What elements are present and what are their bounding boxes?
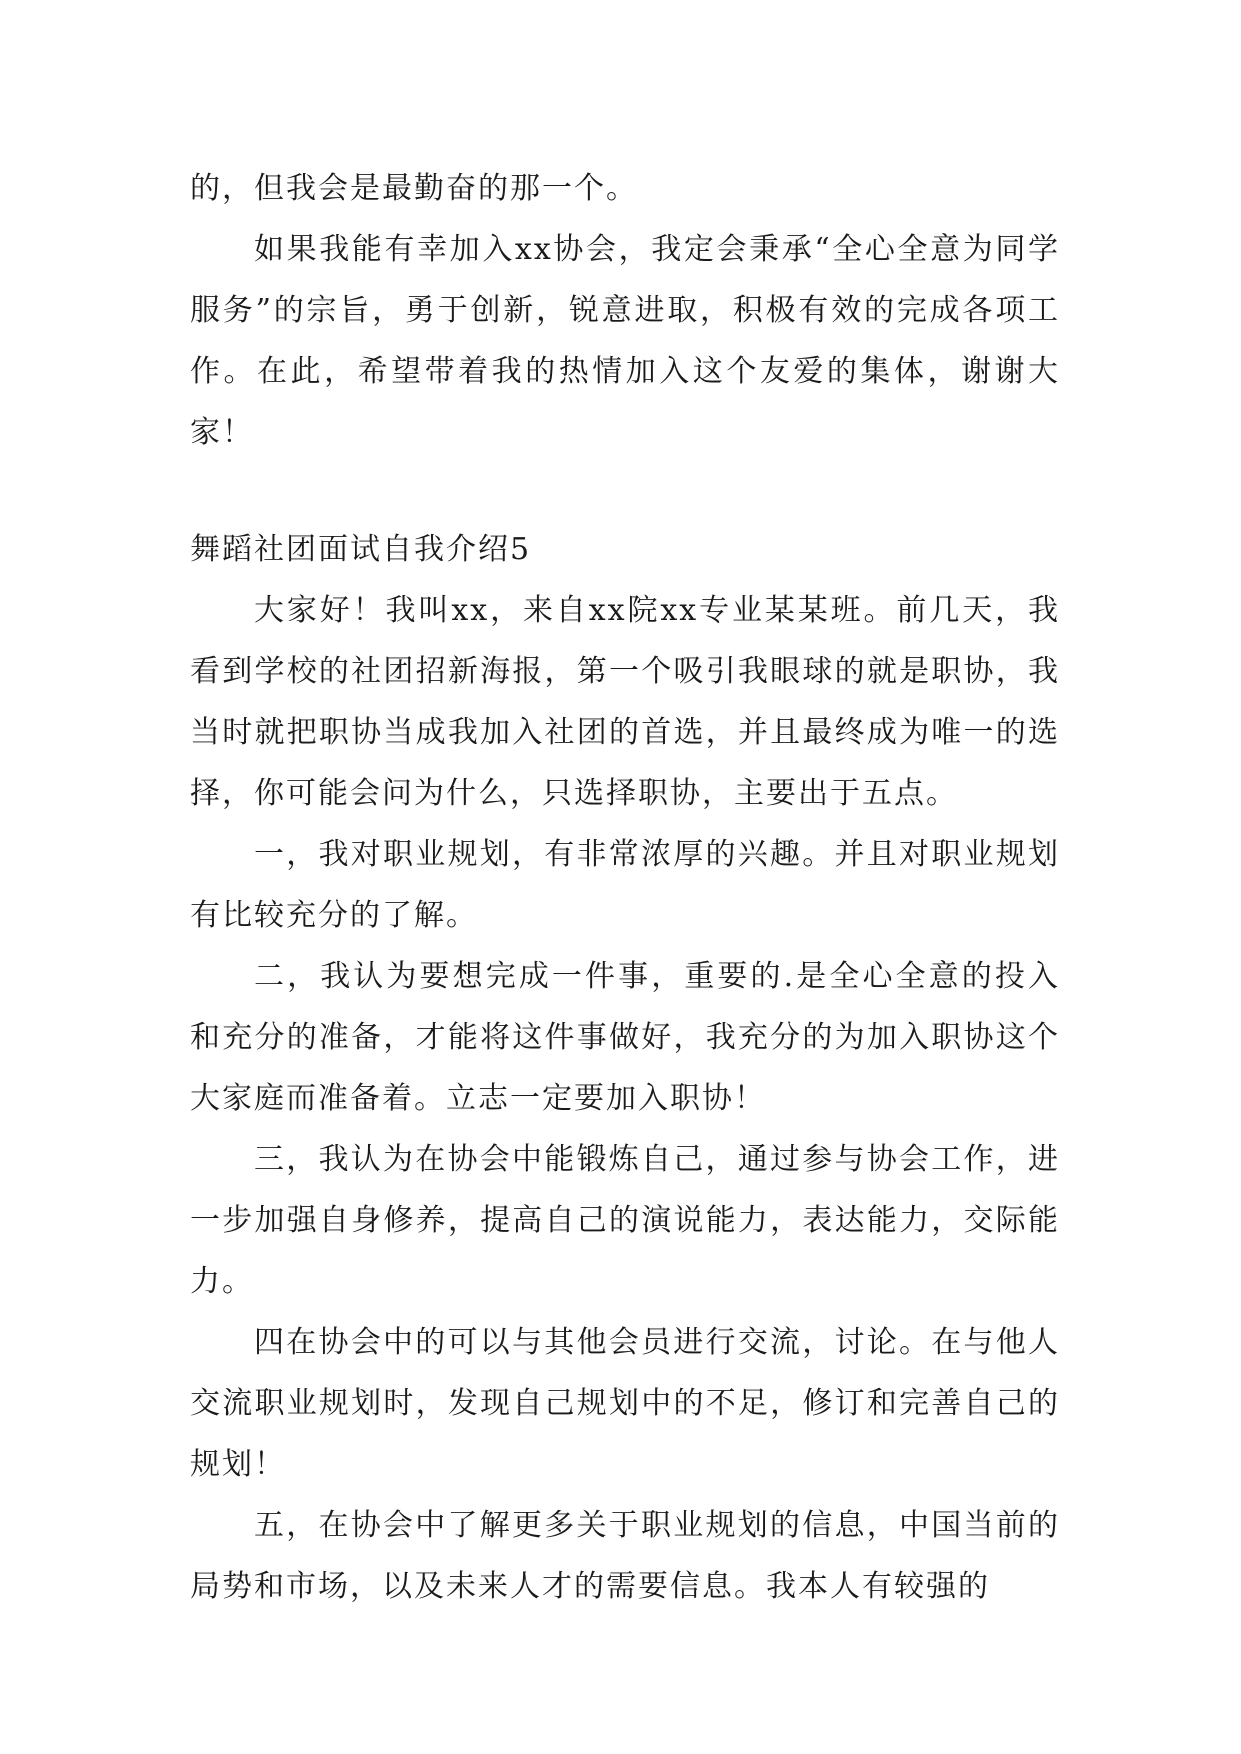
paragraph-continuation: 的，但我会是最勤奋的那一个。 [190, 171, 638, 206]
paragraph-point-2: 二，我认为要想完成一件事，重要的.是全心全意的投入和充分的准备，才能将这件事做好，我充分的为加入职协这个大家庭而准备着。立志一定要加入职协！ [190, 959, 1060, 1116]
paragraph-point-1: 一，我对职业规划，有非常浓厚的兴趣。并且对职业规划有比较充分的了解。 [190, 837, 1060, 933]
paragraph-intro: 大家好！我叫xx，来自xx院xx专业某某班。前几天，我看到学校的社团招新海报，第一个吸引我眼球的就是职协，我当时就把职协当成我加入社团的首选，并且最终成为唯一的选择，你可能会问为什么，只选择职协，主要出于五点。 [190, 593, 1060, 811]
paragraph-closing: 如果我能有幸加入xx协会，我定会秉承“全心全意为同学服务”的宗旨，勇于创新，锐意进取，积极有效的完成各项工作。在此，希望带着我的热情加入这个友爱的集体，谢谢大家！ [190, 232, 1060, 450]
paragraph-point-3: 三，我认为在协会中能锻炼自己，通过参与协会工作，进一步加强自身修养，提高自己的演说能力，表达能力，交际能力。 [190, 1142, 1060, 1299]
paragraph-point-4: 四在协会中的可以与其他会员进行交流，讨论。在与他人交流职业规划时，发现自己规划中的不足，修订和完善自己的规划！ [190, 1325, 1060, 1482]
document-body [190, 158, 1060, 1617]
section-heading: 舞蹈社团面试自我介绍5 [190, 532, 532, 567]
paragraph-point-5: 五，在协会中了解更多关于职业规划的信息，中国当前的局势和市场，以及未来人才的需要信息。我本人有较强的 [190, 1508, 1060, 1604]
